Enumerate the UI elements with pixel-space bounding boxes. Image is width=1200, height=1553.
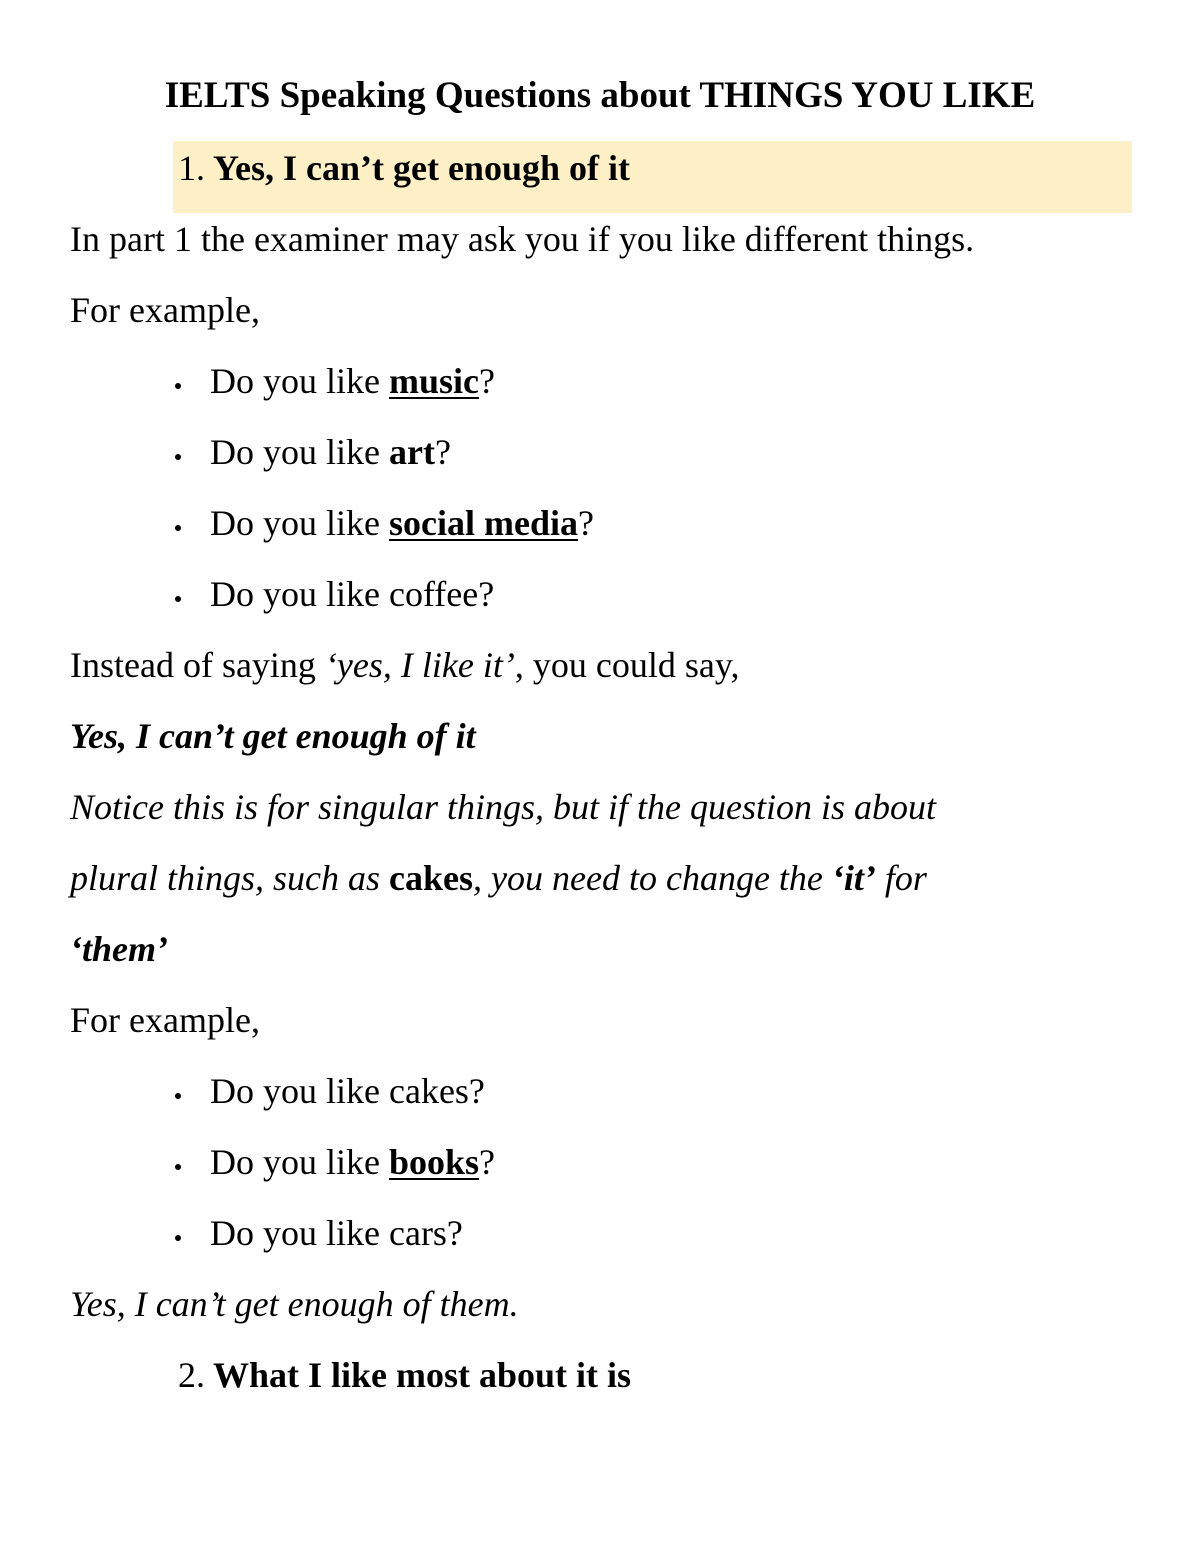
page-title: IELTS Speaking Questions about THINGS YOU LIKE <box>164 75 1036 116</box>
notice-text: , you need to change the <box>473 858 832 898</box>
question-suffix: ? <box>577 503 594 543</box>
instead-prefix: Instead of saying <box>70 645 325 685</box>
list-item <box>210 1069 485 1113</box>
question-keyword: books <box>388 1142 480 1182</box>
question-text: Do you like <box>210 432 389 472</box>
bullet-icon <box>175 1235 181 1241</box>
phrase-singular: Yes, I can’t get enough of it <box>70 716 476 756</box>
notice-text: plural things, such as <box>70 858 390 898</box>
question-suffix: ? <box>478 361 495 401</box>
bullet-icon <box>175 454 181 460</box>
bullet-icon <box>175 1164 181 1170</box>
instead-paragraph <box>70 643 739 687</box>
question-keyword: art <box>388 432 435 472</box>
bullet-icon <box>175 525 181 531</box>
section-2-heading <box>178 1353 631 1397</box>
question-keyword: music <box>388 361 479 401</box>
question-text: Do you like cars? <box>210 1213 463 1253</box>
for-example-label-2: For example, <box>70 1000 260 1040</box>
notice-keyword-it: ‘it’ <box>831 858 876 898</box>
question-keyword: social media <box>388 503 578 543</box>
notice-line-2 <box>70 856 927 900</box>
bullet-icon <box>175 383 181 389</box>
list-item <box>210 359 495 403</box>
question-text: Do you like <box>210 361 389 401</box>
section-2-heading-text: What I like most about it is <box>213 1355 632 1395</box>
notice-line-1: Notice this is for singular things, but if the question is about <box>70 787 937 827</box>
section-1-heading <box>178 146 630 190</box>
list-item <box>210 1211 463 1255</box>
instead-suffix: , you could say, <box>514 645 740 685</box>
question-text: Do you like <box>210 503 389 543</box>
section-1-number: 1. <box>178 148 205 188</box>
notice-text: for <box>875 858 927 898</box>
question-suffix: ? <box>479 1142 496 1182</box>
for-example-label-1: For example, <box>70 290 260 330</box>
section-2-number: 2. <box>178 1355 205 1395</box>
question-suffix: ? <box>434 432 451 472</box>
list-item <box>210 1140 495 1184</box>
notice-keyword-cakes: cakes <box>389 858 474 898</box>
bullet-icon <box>175 596 181 602</box>
question-text: Do you like <box>210 1142 389 1182</box>
intro-paragraph: In part 1 the examiner may ask you if you like different things. <box>70 219 975 259</box>
question-text: Do you like cakes? <box>210 1071 485 1111</box>
section-1-heading-text: Yes, I can’t get enough of it <box>213 148 630 188</box>
bullet-icon <box>175 1093 181 1099</box>
notice-line-3: ‘them’ <box>70 929 168 969</box>
list-item <box>210 501 594 545</box>
list-item <box>210 430 451 474</box>
question-text: Do you like coffee? <box>210 574 495 614</box>
instead-quote: ‘yes, I like it’ <box>324 645 515 685</box>
phrase-plural: Yes, I can’t get enough of them. <box>70 1284 519 1324</box>
list-item <box>210 572 494 616</box>
